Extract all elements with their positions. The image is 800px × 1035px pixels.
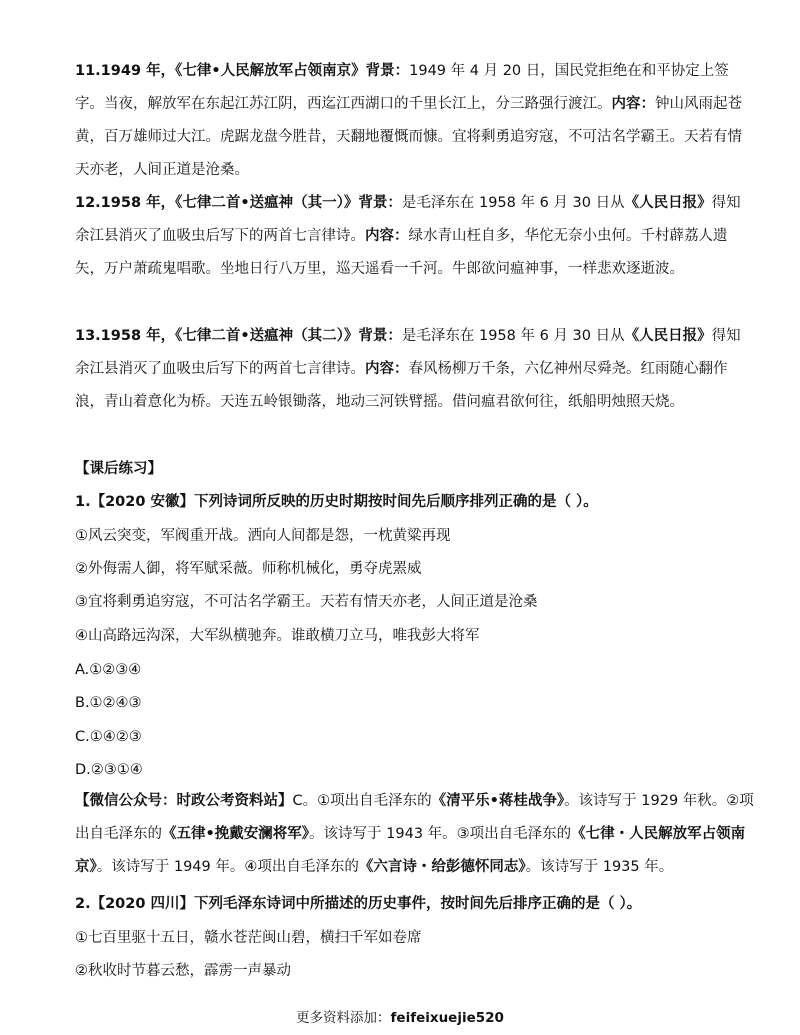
poem-13-bg-pre: 是毛泽东在 1958 年 6 月 30 日从 [401, 328, 625, 344]
poem-12-bg-pre: 是毛泽东在 1958 年 6 月 30 日从 [401, 195, 625, 211]
poem-11-number: 11.1949 年， [75, 63, 176, 79]
poem-11-title: 《七律•人民解放军占领南京》 [175, 63, 366, 79]
poem-12-paragraph [75, 187, 755, 286]
poem-11-bg-label: 背景： [365, 63, 410, 79]
footer-handle: feifeixuejie520 [390, 1010, 504, 1026]
footer-prefix: 更多资料添加： [296, 1010, 391, 1026]
answer-text-5: 。该诗写于 1935 年。 [525, 859, 674, 875]
q1-stem: 1.【2020 安徽】下列诗词所反映的历史时期按时间先后顺序排列正确的是（ ）。 [75, 494, 598, 510]
poem-13-content-label: 内容： [365, 361, 409, 377]
poem-13-newspaper: 《人民日报》 [624, 328, 712, 344]
q1-item-3: ③宜将剩勇追穷寇，不可沽名学霸王。天若有情天亦老，人间正道是沧桑 [75, 594, 538, 610]
poem-12-bg-label: 背景： [358, 195, 402, 211]
q2-item-1: ①七百里驱十五日，赣水苍茫闽山碧，横扫千军如卷席 [75, 930, 422, 946]
answer-title-4: 《六言诗・给彭德怀同志》 [358, 859, 526, 875]
poem-11-content-label: 内容： [611, 96, 655, 112]
answer-title-3: 《七律・人民解放军占领南京》 [75, 826, 746, 875]
q1-answer [75, 785, 755, 884]
q1-option-a: A.①②③④ [75, 662, 142, 678]
answer-title-2: 《五律•挽戴安澜将军》 [162, 826, 310, 842]
q2-stem: 2.【2020 四川】下列毛泽东诗词中所描述的历史事件，按时间先后排序正确的是（ ）。 [75, 896, 642, 912]
q1-item-4: ④山高路远沟深，大军纵横驰奔。谁敢横刀立马，唯我彭大将军 [75, 628, 480, 644]
poem-12-bg-post: 得知余江县消灭了血吸虫后写下的两首七言律诗。 [75, 195, 741, 244]
poem-12-content-text: 绿水青山枉自多，华佗无奈小虫何。千村薜荔人遗矢，万户萧疏鬼唱歌。坐地日行八万里，巡天遥看一千河。牛郎欲问瘟神事，一样悲欢逐逝波。 [75, 228, 728, 277]
poem-12-title: 《七律二首•送瘟神（其一）》 [175, 195, 359, 211]
poem-12-content-label: 内容： [365, 228, 409, 244]
poem-11-bg-text: 1949 年 4 月 20 日，国民党拒绝在和平协定上签字。当夜，解放军在东起江苏江阴，西迄江西湖口的千里长江上，分三路强行渡江。 [75, 63, 729, 112]
poem-12-number: 12.1958 年， [75, 195, 176, 211]
footer-contact [0, 1006, 800, 1026]
q1-item-1: ①风云突变，军阀重开战。洒向人间都是怨，一枕黄粱再现 [75, 528, 451, 544]
poem-13-number: 13.1958 年， [75, 328, 176, 344]
poem-13-title: 《七律二首•送瘟神（其二）》 [175, 328, 359, 344]
answer-text-1: C。①项出自毛泽东的 [292, 793, 432, 809]
answer-text-2: 。该诗写于 1929 年秋。②项出自毛泽东的 [75, 793, 754, 842]
answer-text-3: 。该诗写于 1943 年。③项出自毛泽东的 [309, 826, 572, 842]
poem-12-newspaper: 《人民日报》 [624, 195, 712, 211]
q1-option-d: D.②③①④ [75, 762, 143, 778]
poem-13-bg-post: 得知余江县消灭了血吸虫后写下的两首七言律诗。 [75, 328, 741, 377]
poem-11-paragraph [75, 55, 755, 187]
q2-item-2: ②秋收时节暮云愁，霹雳一声暴动 [75, 963, 291, 979]
answer-source-tag: 【微信公众号：时政公考资料站】 [75, 793, 293, 809]
answer-title-1: 《清平乐•蒋桂战争》 [431, 793, 565, 809]
q1-option-b: B.①②④③ [75, 695, 142, 711]
q1-option-c: C.①④②③ [75, 729, 142, 745]
answer-text-4: 。该诗写于 1949 年。④项出自毛泽东的 [96, 859, 359, 875]
poem-11-content-text: 钟山风雨起苍黄，百万雄师过大江。虎踞龙盘今胜昔，天翻地覆慨而慷。宜将剩勇追穷寇，不可沽名学霸王。天若有情天亦老，人间正道是沧桑。 [75, 96, 742, 178]
exercise-heading: 【课后练习】 [75, 461, 162, 477]
poem-13-bg-label: 背景： [358, 328, 402, 344]
poem-13-content-text: 春风杨柳万千条，六亿神州尽舜尧。红雨随心翻作浪，青山着意化为桥。天连五岭银锄落，地动三河铁臂摇。借问瘟君欲何往，纸船明烛照天烧。 [75, 361, 728, 410]
q1-item-2: ②外侮需人御，将军赋采薇。师称机械化，勇夺虎罴威 [75, 561, 422, 577]
poem-13-paragraph [75, 320, 755, 419]
